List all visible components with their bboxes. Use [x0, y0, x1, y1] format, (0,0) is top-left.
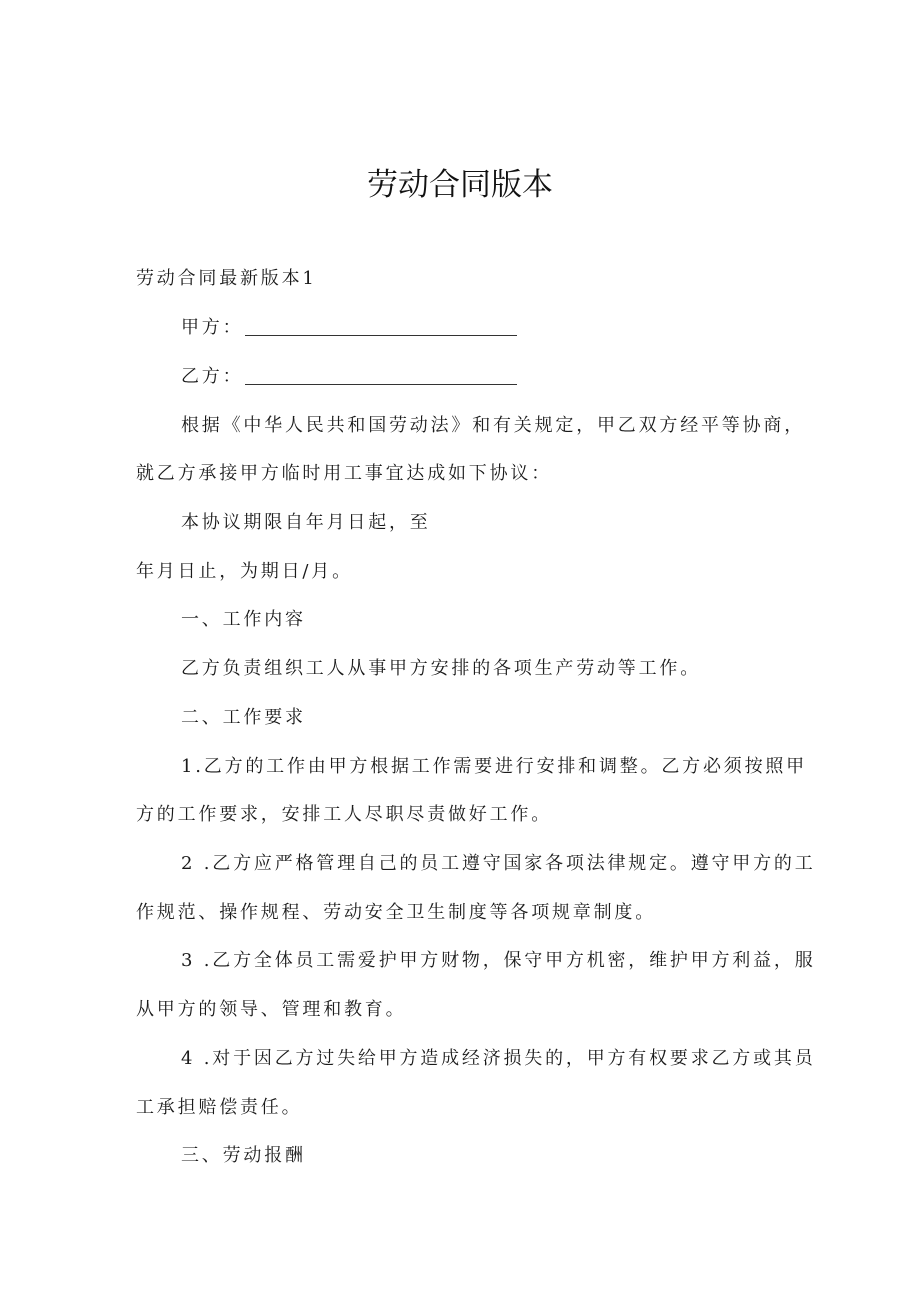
party-a-blank	[245, 317, 517, 336]
section-3-heading: 三、劳动报酬	[181, 1145, 306, 1166]
item-2-line-2: 作规范、操作规程、劳动安全卫生制度等各项规章制度。	[136, 902, 656, 923]
party-b-label: 乙方：	[181, 366, 244, 387]
term-line-2: 年月日止，为期日/月。	[136, 561, 353, 582]
document-subtitle: 劳动合同最新版本1	[136, 268, 317, 289]
item-3-line-1: 3 .乙方全体员工需爱护甲方财物，保守甲方机密，维护甲方利益，服	[181, 950, 816, 971]
item-1-line-1: 1.乙方的工作由甲方根据工作需要进行安排和调整。乙方必须按照甲	[181, 756, 807, 777]
item-4-line-1: 4 .对于因乙方过失给甲方造成经济损失的，甲方有权要求乙方或其员	[181, 1048, 816, 1069]
term-line-1: 本协议期限自年月日起，至	[181, 512, 431, 533]
section-2-heading: 二、工作要求	[181, 707, 306, 728]
item-3-line-2: 从甲方的领导、管理和教育。	[136, 999, 407, 1020]
document-title: 劳动合同版本	[367, 167, 553, 203]
party-b-blank	[245, 366, 517, 385]
party-b-line	[181, 365, 517, 389]
intro-line-1: 根据《中华人民共和国劳动法》和有关规定，甲乙双方经平等协商，	[181, 415, 805, 436]
intro-line-2: 就乙方承接甲方临时用工事宜达成如下协议：	[136, 463, 552, 484]
section-1-text: 乙方负责组织工人从事甲方安排的各项生产劳动等工作。	[181, 658, 701, 679]
item-1-line-2: 方的工作要求，安排工人尽职尽责做好工作。	[136, 804, 552, 825]
item-4-line-2: 工承担赔偿责任。	[136, 1097, 303, 1118]
item-2-line-1: 2 .乙方应严格管理自己的员工遵守国家各项法律规定。遵守甲方的工	[181, 853, 816, 874]
party-a-line	[181, 316, 517, 340]
section-1-heading: 一、工作内容	[181, 609, 306, 630]
party-a-label: 甲方：	[181, 317, 244, 338]
